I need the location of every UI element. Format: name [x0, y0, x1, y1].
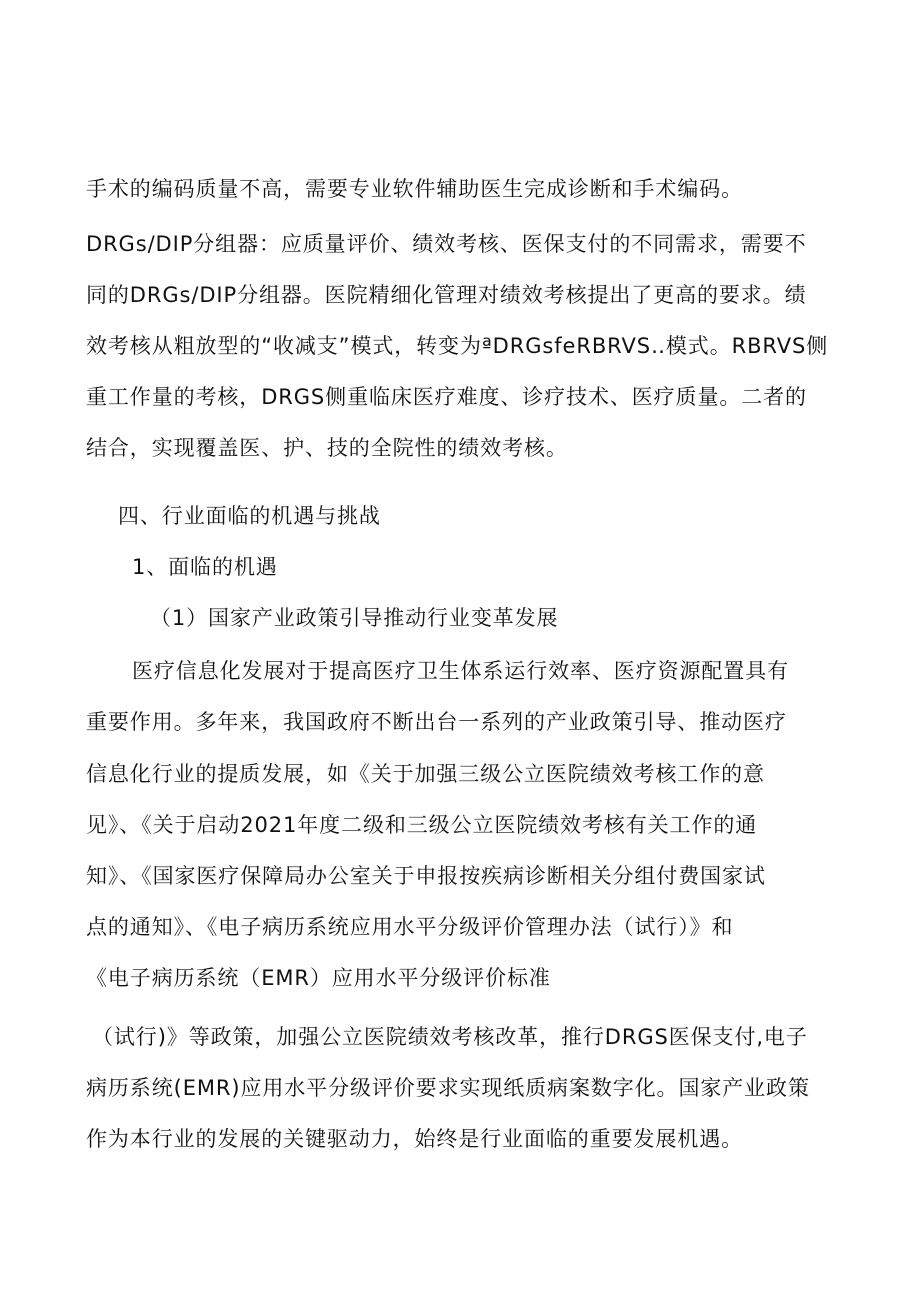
body-text-line: 结合，实现覆盖医、护、技的全院性的绩效考核。	[86, 436, 568, 460]
body-text-line: 点的通知》、《电子病历系统应用水平分级评价管理办法（试行）》和	[86, 915, 734, 939]
sub-subsection-heading: （1）国家产业政策引导推动行业变革发展	[150, 606, 559, 630]
body-text-line: 信息化行业的提质发展，如《关于加强三级公立医院绩效考核工作的意	[86, 762, 765, 786]
body-text-line: 手术的编码质量不高，需要专业软件辅助医生完成诊断和手术编码。	[86, 177, 743, 201]
body-text-line: 重要作用。多年来，我国政府不断出台一系列的产业政策引导、推动医疗	[86, 710, 787, 734]
body-text-line: 重工作量的考核，DRGS侧重临床医疗难度、诊疗技术、医疗质量。二者的	[86, 385, 807, 409]
subsection-heading: 1、面临的机遇	[132, 555, 278, 579]
body-text-line: 同的DRGs/DIP分组器。医院精细化管理对绩效考核提出了更高的要求。绩	[86, 283, 807, 307]
body-text-line: 病历系统(EMR)应用水平分级评价要求实现纸质病案数字化。国家产业政策	[86, 1076, 810, 1100]
body-text-line: 效考核从粗放型的“收减支”模式，转变为ªDRGsfeRBRVS‥模式。RBRVS侧	[86, 334, 829, 358]
body-text-line: （试行)》等政策，加强公立医院绩效考核改革，推行DRGS医保支付,电子	[92, 1025, 808, 1049]
body-text-line: DRGs/DIP分组器：应质量评价、绩效考核、医保支付的不同需求，需要不	[86, 232, 807, 256]
body-text-line: 见》、《关于启动2021年度二级和三级公立医院绩效考核有关工作的通	[86, 813, 758, 837]
body-text-line: 医疗信息化发展对于提高医疗卫生体系运行效率、医疗资源配置具有	[132, 659, 789, 683]
body-text-line: 作为本行业的发展的关键驱动力，始终是行业面临的重要发展机遇。	[86, 1127, 743, 1151]
body-text-line: 《电子病历系统（EMR）应用水平分级评价标准	[86, 966, 551, 990]
section-heading: 四、行业面临的机遇与挑战	[118, 504, 381, 528]
body-text-line: 知》、《国家医疗保障局办公室关于申报按疾病诊断相关分组付费国家试	[86, 864, 766, 888]
